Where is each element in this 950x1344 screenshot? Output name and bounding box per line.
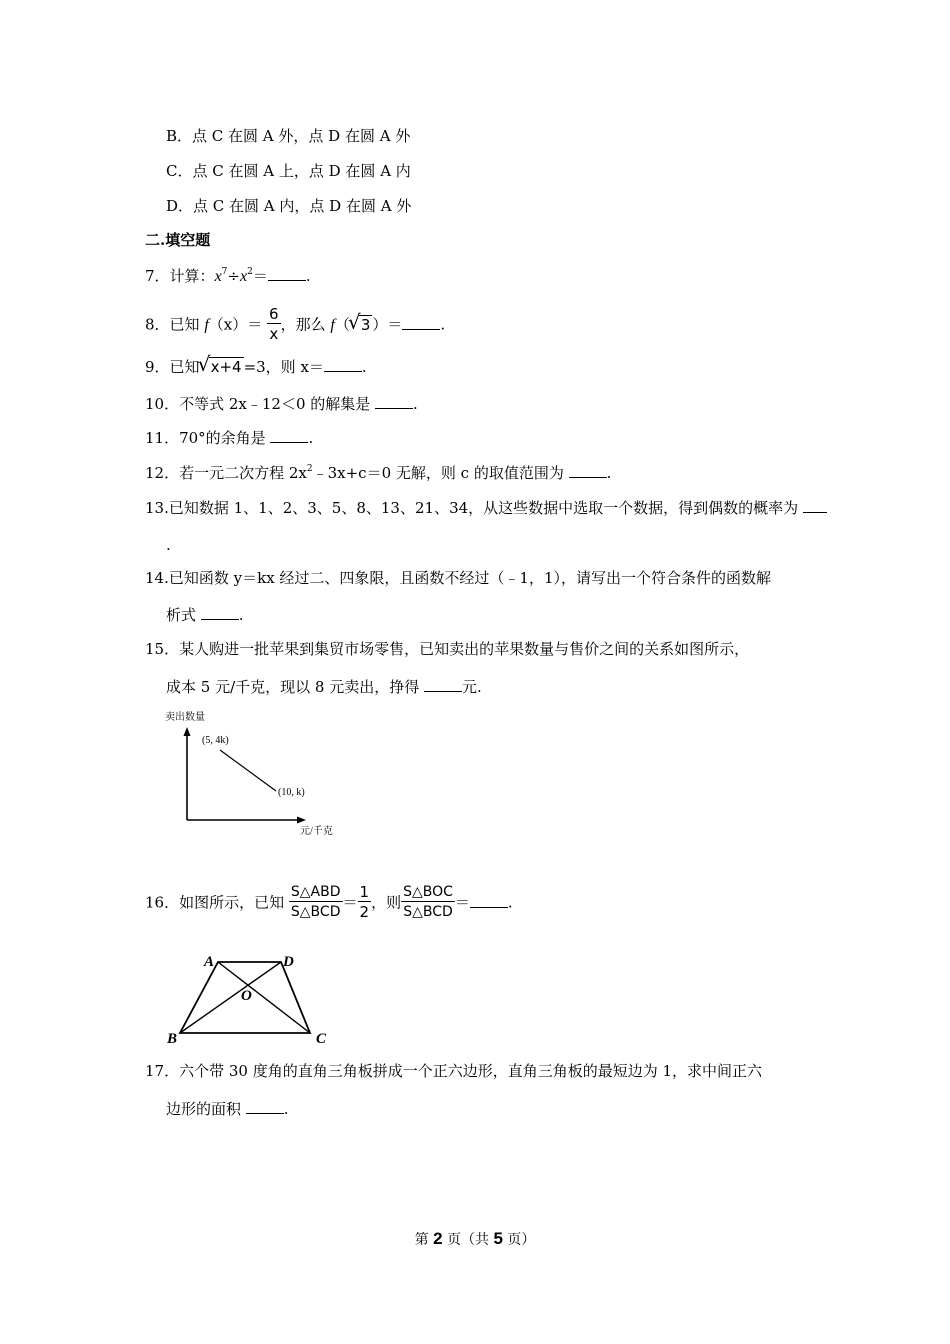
page-footer: 第 2 页（共 5 页） bbox=[414, 1229, 536, 1248]
question-9: 9．已知 √ x+4 =3，则 x＝ . bbox=[145, 352, 367, 376]
page-number: 2 bbox=[433, 1229, 443, 1248]
question-16: 16．如图所示，已知 $\frac{\text{S△ABD}}{\text{S△BCD}}$ ＝ $\frac{1}{2}$ ，则 $\frac{\text{S△BOC}}{\text{S△BCD}}$ ＝ . bbox=[145, 883, 513, 921]
answer-blank bbox=[470, 892, 508, 908]
vertex-a: A bbox=[204, 954, 215, 970]
question-15: 15．某人购进一批苹果到集贸市场零售，已知卖出的苹果数量与售价之间的关系如图所示， bbox=[145, 640, 750, 658]
question-15-line2: 成本 5 元/千克，现以 8 元卖出，挣得 元. bbox=[166, 678, 482, 696]
x-axis-arrow bbox=[297, 817, 306, 824]
option-d: D．点 C 在圆 A 内，点 D 在圆 A 外 bbox=[166, 197, 412, 215]
answer-blank bbox=[803, 497, 827, 513]
fraction-abd-over-bcd: $\frac{\text{S△ABD}}{\text{S△BCD}}$ bbox=[290, 884, 341, 920]
answer-blank bbox=[424, 676, 462, 692]
answer-blank bbox=[375, 393, 413, 409]
point-label-2: (10, k) bbox=[278, 787, 305, 798]
answer-blank bbox=[324, 356, 362, 372]
trapezoid-figure bbox=[160, 948, 340, 1048]
question-17-line2: 边形的面积 . bbox=[166, 1100, 289, 1118]
price-quantity-graph bbox=[160, 705, 350, 840]
answer-blank bbox=[402, 314, 440, 330]
page-total: 5 bbox=[493, 1229, 503, 1248]
fraction-boc-over-bcd: $\frac{\text{S△BOC}}{\text{S△BCD}}$ bbox=[403, 884, 453, 920]
question-13: 13.已知数据 1、1、2、3、5、8、13、21、34，从这些数据中选取一个数据，得到偶数的概率为 bbox=[145, 497, 827, 518]
question-11: 11．70°的余角是 . bbox=[145, 429, 314, 447]
point-o: O bbox=[241, 988, 252, 1004]
question-8: 8．已知 f（x）＝ $\frac{6}{x}$ ，那么 f（ √ 3 ）＝ . bbox=[145, 305, 446, 343]
answer-blank bbox=[270, 427, 308, 443]
question-17: 17．六个带 30 度角的直角三角板拼成一个正六边形，直角三角板的最短边为 1，求中间正六 bbox=[145, 1062, 763, 1080]
fraction-6-over-x: $\frac{6}{x}$ bbox=[269, 305, 279, 343]
answer-blank bbox=[268, 265, 306, 281]
y-axis-arrow bbox=[184, 727, 191, 736]
question-12: 12．若一元二次方程 $2x^2﹣3x+c=0$ 无解，则 c 的取值范围为 . bbox=[145, 464, 612, 482]
question-14-line2: 析式 . bbox=[166, 606, 244, 624]
answer-blank bbox=[569, 462, 607, 478]
option-b: B．点 C 在圆 A 外，点 D 在圆 A 外 bbox=[166, 127, 411, 145]
vertex-c: C bbox=[316, 1031, 327, 1047]
sqrt-x-plus-4: √ x+4 bbox=[197, 352, 242, 376]
answer-blank bbox=[246, 1098, 284, 1114]
fraction-one-half: $\frac{1}{2}$ bbox=[359, 883, 370, 921]
point-label-1: (5, 4k) bbox=[202, 735, 229, 746]
y-axis-label: 卖出数量 bbox=[165, 712, 205, 723]
vertex-b: B bbox=[167, 1031, 178, 1047]
demand-line bbox=[220, 750, 276, 791]
x-axis-label: 元/千克 bbox=[300, 826, 333, 837]
sqrt-3: √ 3 bbox=[347, 309, 371, 334]
answer-blank bbox=[201, 604, 239, 620]
diagonal-bd bbox=[180, 962, 281, 1033]
question-14: 14.已知函数 y＝kx 经过二、四象限，且函数不经过（﹣1，1），请写出一个符合条件的函数解 bbox=[145, 569, 772, 587]
section-heading: 二.填空题 bbox=[145, 231, 211, 249]
question-10: 10．不等式 2x﹣12＜0 的解集是 . bbox=[145, 395, 418, 413]
option-c: C．点 C 在圆 A 上，点 D 在圆 A 内 bbox=[166, 162, 411, 180]
question-13-end: . bbox=[166, 536, 171, 554]
question-7: 7．计算：$x^7\div x^2=$ . bbox=[145, 267, 311, 285]
vertex-d: D bbox=[283, 954, 294, 970]
